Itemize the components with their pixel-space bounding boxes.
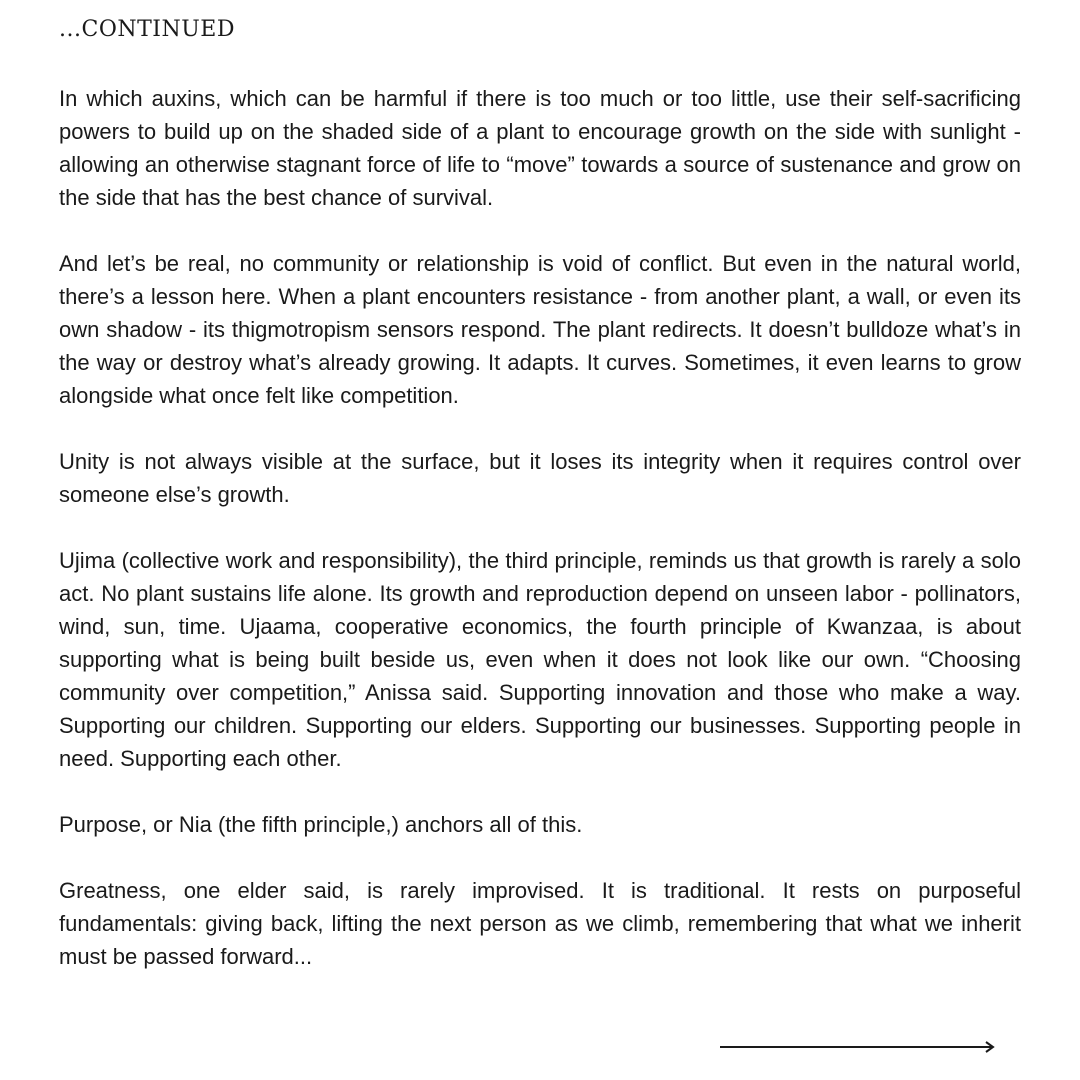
paragraph-greatness: Greatness, one elder said, is rarely improvised. It is traditional. It rests on purposeful fundamentals: giving back, lifting the next person as we climb, remembering that what we inherit must be passed forward... (59, 878, 1021, 969)
paragraph-ujima: Ujima (collective work and responsibility), the third principle, reminds us that growth is rarely a solo act. No plant sustains life alone. Its growth and reproduction depend on unseen labor - pollinators, wind, sun, time. Ujaama, cooperative economics, the fourth principle of Kwanzaa, is about supporting what is being built beside us, even when it does not look like our own. “Choosing community over competition,” Anissa said. Supporting innovation and those who make a way. Supporting our children. Supporting our elders. Supporting our businesses. Supporting people in need. Supporting each other. (59, 548, 1021, 771)
paragraph-auxins: In which auxins, which can be harmful if there is too much or too little, use their self-sacrificing powers to build up on the shaded side of a plant to encourage growth on the side with sunlight - allowing an otherwise stagnant force of life to “move” towards a source of sustenance and grow on the side that has the best chance of survival. (59, 86, 1021, 210)
paragraph-unity: Unity is not always visible at the surface, but it loses its integrity when it requires control over someone else’s growth. (59, 449, 1021, 507)
arrow-right-icon[interactable] (720, 1039, 996, 1055)
paragraph-purpose: Purpose, or Nia (the fifth principle,) anchors all of this. (59, 812, 583, 837)
continued-label: ...CONTINUED (59, 17, 235, 42)
article-page (59, 14, 1021, 1006)
paragraph-conflict: And let’s be real, no community or relationship is void of conflict. But even in the natural world, there’s a lesson here. When a plant encounters resistance - from another plant, a wall, or even its own shadow - its thigmotropism sensors respond. The plant redirects. It doesn’t bulldoze what’s in the way or destroy what’s already growing. It adapts. It curves. Sometimes, it even learns to grow alongside what once felt like competition. (59, 251, 1021, 408)
